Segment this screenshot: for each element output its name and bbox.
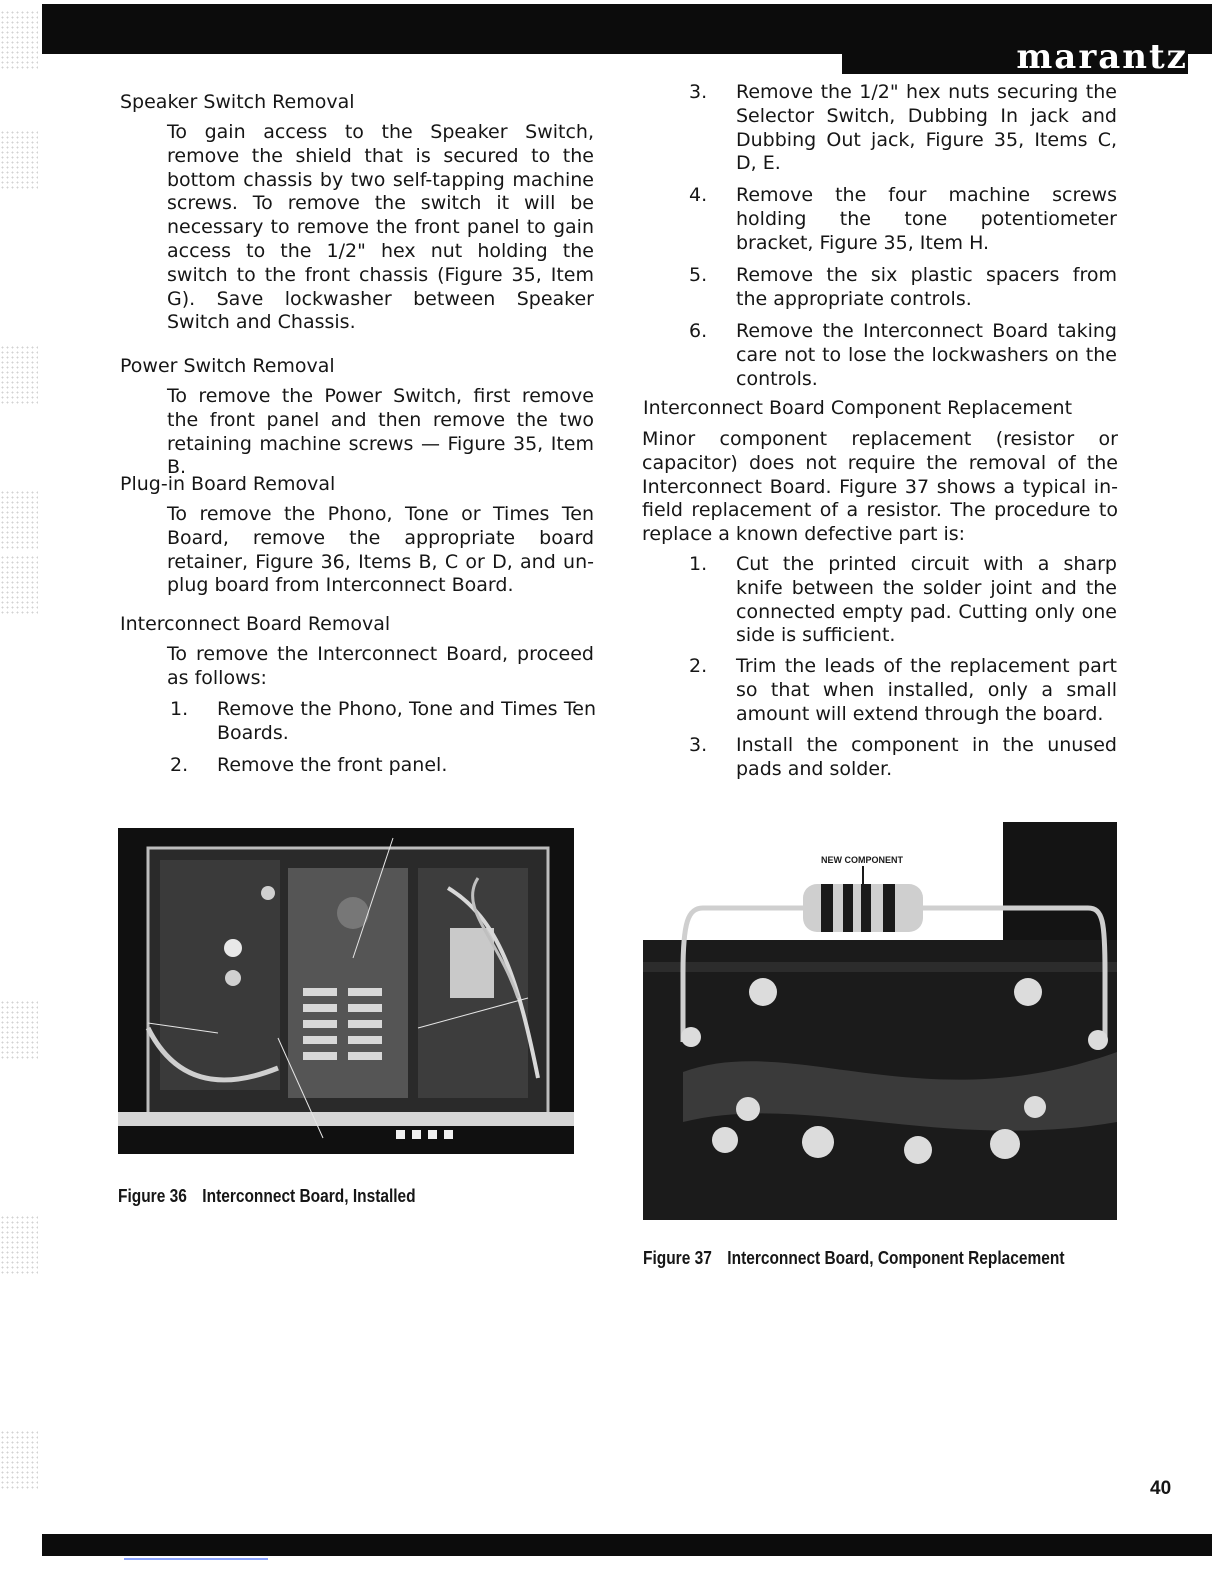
- figure-36-number: Figure 36: [118, 1186, 187, 1206]
- list-item-text: Trim the leads of the replacement part so that when installed, only a small amount will extend through the board.: [736, 655, 1117, 725]
- scan-speckle: [0, 1430, 38, 1490]
- list-item-number: 2.: [170, 754, 189, 776]
- scan-speckle: [0, 1000, 38, 1060]
- list-item-number: 2.: [689, 655, 708, 677]
- interconnect-removal-body: To remove the Interconnect Board, proceed as follows:: [167, 643, 594, 689]
- power-switch-heading: Power Switch Removal: [120, 355, 335, 377]
- figure-36-photo: [118, 828, 574, 1154]
- list-item-text: Install the component in the unused pads and solder.: [736, 734, 1117, 780]
- figure-36-title: Interconnect Board, Installed: [202, 1186, 416, 1206]
- list-item-number: 3.: [689, 734, 708, 756]
- component-replacement-body: Minor component replacement (resistor or capacitor) does not require the removal of the Interconnect Board. Figure 37 shows a typical in-field replacement of a resistor. The procedure to replace a known defective part is:: [642, 428, 1118, 546]
- list-item-text: Remove the Phono, Tone and Times Ten Boards.: [217, 698, 596, 744]
- speaker-switch-body: To gain access to the Speaker Switch, remove the shield that is secured to the bottom chassis by two self-tapping machine screws. To remove the switch it will be necessary to remove the front panel to gain access to the 1/2" hex nut holding the switch to the front chassis (Figure 35, Item G). Save lockwasher between Speaker Switch and Chassis.: [167, 121, 594, 334]
- list-item-number: 3.: [689, 81, 708, 103]
- page-number: 40: [1150, 1478, 1172, 1499]
- scan-speckle: [0, 130, 38, 190]
- scan-speckle: [0, 345, 38, 405]
- scan-speckle: [0, 490, 38, 550]
- list-item-text: Remove the Interconnect Board taking care not to lose the lockwashers on the controls.: [736, 320, 1117, 390]
- list-item-number: 5.: [689, 264, 708, 286]
- component-replacement-heading: Interconnect Board Component Replacement: [643, 397, 1073, 419]
- figure-37-photo: [643, 822, 1117, 1220]
- footer-bar: [42, 1534, 1212, 1556]
- scan-speckle: [0, 10, 38, 70]
- list-item-number: 4.: [689, 184, 708, 206]
- speaker-switch-heading: Speaker Switch Removal: [120, 91, 355, 113]
- list-item-text: Remove the six plastic spacers from the appropriate controls.: [736, 264, 1117, 310]
- figure-37-caption: [643, 1248, 1064, 1269]
- scan-speckle: [0, 555, 38, 615]
- figure-37-number: Figure 37: [643, 1248, 712, 1268]
- power-switch-body: To remove the Power Switch, first remove the front panel and then remove the two retaining machine screws — Figure 35, Item B.: [167, 385, 594, 479]
- scan-speckle: [0, 1215, 38, 1275]
- interconnect-removal-heading: Interconnect Board Removal: [120, 613, 391, 635]
- list-item-text: Remove the four machine screws holding the tone potentiometer bracket, Figure 35, Item H.: [736, 184, 1117, 254]
- left-margin: [0, 0, 40, 1584]
- list-item-text: Remove the front panel.: [217, 754, 448, 776]
- new-component-callout: NEW COMPONENT: [821, 855, 903, 865]
- figure-36-caption: [118, 1186, 416, 1207]
- figure-37-title: Interconnect Board, Component Replacement: [727, 1248, 1065, 1268]
- list-item-number: 6.: [689, 320, 708, 342]
- list-item-number: 1.: [689, 553, 708, 575]
- brand-logo: marantz: [1016, 37, 1188, 77]
- list-item-number: 1.: [170, 698, 189, 720]
- list-item-text: Cut the printed circuit with a sharp knife between the solder joint and the connected empty pad. Cutting only one side is sufficient.: [736, 553, 1117, 647]
- list-item-text: Remove the 1/2" hex nuts securing the Selector Switch, Dubbing In jack and Dubbing Out jack, Figure 35, Items C, D, E.: [736, 81, 1117, 175]
- plugin-board-heading: Plug-in Board Removal: [120, 473, 336, 495]
- footer-underline: [124, 1558, 268, 1560]
- plugin-board-body: To remove the Phono, Tone or Times Ten Board, remove the appropriate board retainer, Figure 36, Items B, C or D, and un-plug board from Interconnect Board.: [167, 503, 594, 597]
